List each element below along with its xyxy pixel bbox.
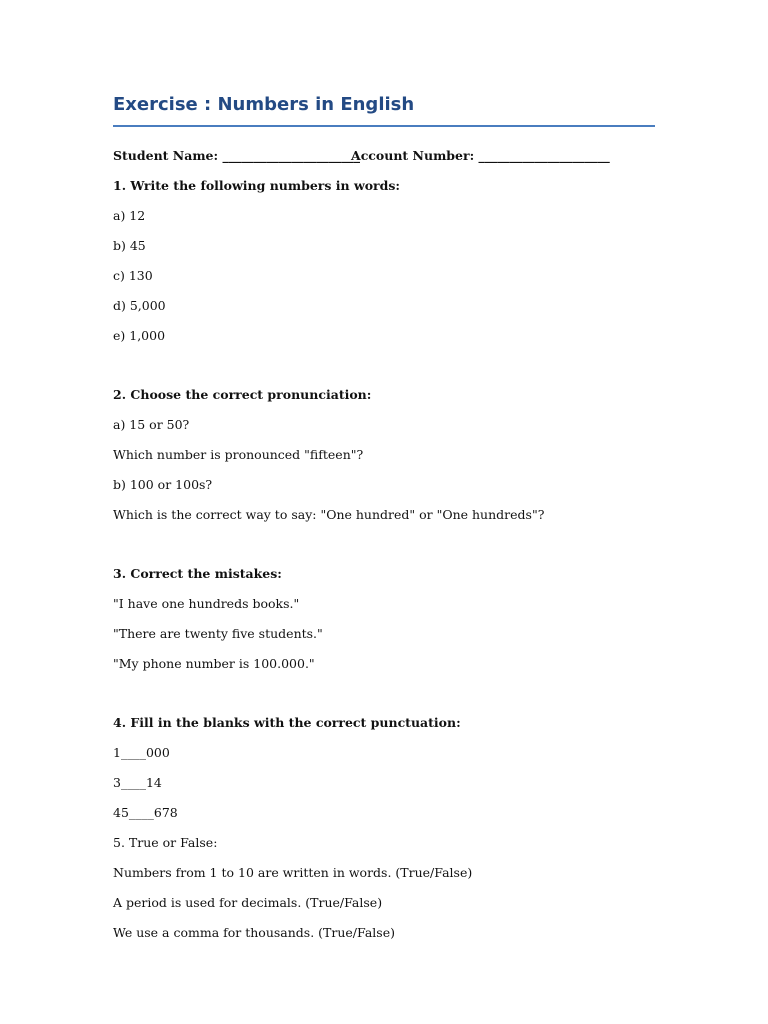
page-title: Exercise : Numbers in English xyxy=(113,92,655,127)
list-item: Which is the correct way to say: "One hundred" or "One hundreds"? xyxy=(113,507,545,522)
section-heading: 5. True or False: xyxy=(113,835,218,850)
list-item: b) 100 or 100s? xyxy=(113,477,213,492)
list-item: "There are twenty five students." xyxy=(113,626,323,641)
document-page xyxy=(113,92,655,941)
list-item: a) 12 xyxy=(113,208,146,223)
section-3 xyxy=(113,565,655,672)
list-item: 1____000 xyxy=(113,745,170,760)
list-item: "I have one hundreds books." xyxy=(113,596,300,611)
section-heading: 4. Fill in the blanks with the correct punctuation: xyxy=(113,715,461,730)
student-name-field: Student Name: ______________________ xyxy=(113,148,360,163)
list-item: b) 45 xyxy=(113,238,146,253)
section-5 xyxy=(113,834,655,941)
list-item: Which number is pronounced "fifteen"? xyxy=(113,447,364,462)
student-info-row xyxy=(113,147,655,164)
account-number-field: Account Number: _____________________ xyxy=(351,148,610,163)
list-item: e) 1,000 xyxy=(113,328,166,343)
list-item: We use a comma for thousands. (True/False) xyxy=(113,925,395,940)
section-2 xyxy=(113,386,655,523)
list-item: c) 130 xyxy=(113,268,153,283)
section-heading: 1. Write the following numbers in words: xyxy=(113,178,401,193)
list-item: 3____14 xyxy=(113,775,162,790)
section-1 xyxy=(113,177,655,344)
list-item: Numbers from 1 to 10 are written in words. (True/False) xyxy=(113,865,473,880)
list-item: "My phone number is 100.000." xyxy=(113,656,315,671)
section-heading: 2. Choose the correct pronunciation: xyxy=(113,387,372,402)
list-item: a) 15 or 50? xyxy=(113,417,190,432)
section-heading: 3. Correct the mistakes: xyxy=(113,566,282,581)
list-item: d) 5,000 xyxy=(113,298,166,313)
section-4 xyxy=(113,714,655,821)
list-item: 45____678 xyxy=(113,805,178,820)
list-item: A period is used for decimals. (True/False) xyxy=(113,895,383,910)
